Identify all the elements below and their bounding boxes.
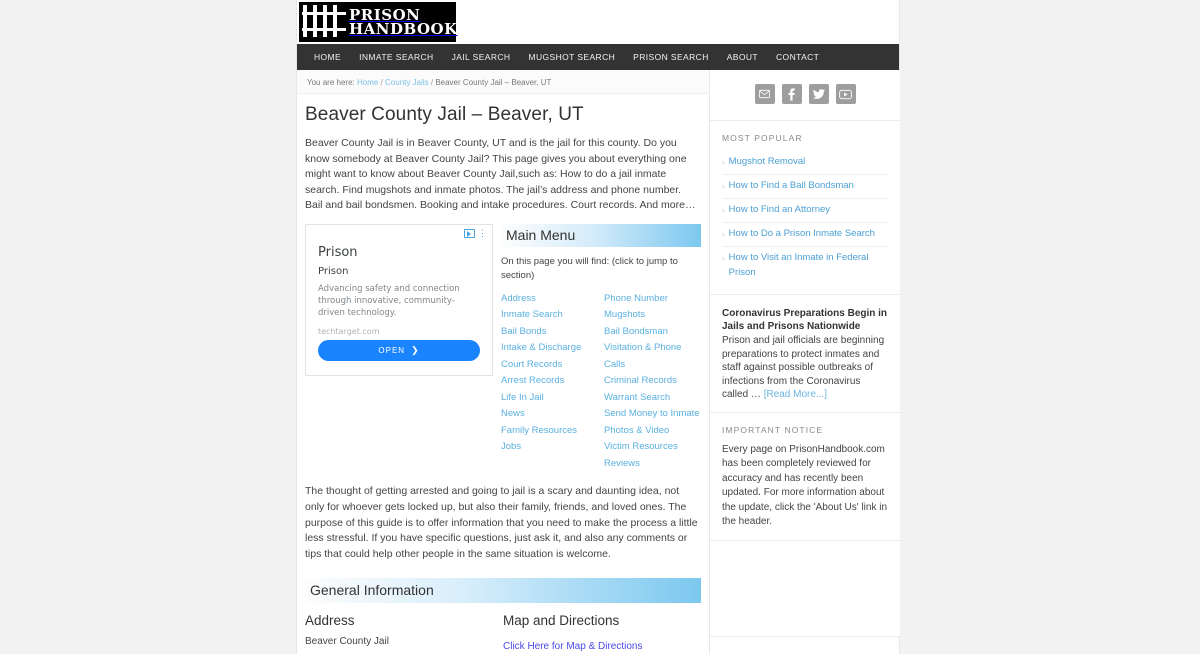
news-excerpt bbox=[722, 334, 888, 402]
general-information-heading: General Information bbox=[305, 578, 701, 603]
general-information-row bbox=[305, 613, 701, 654]
nav-item-prison-search[interactable]: PRISON SEARCH bbox=[633, 52, 709, 62]
breadcrumb-prefix: You are here: bbox=[307, 78, 355, 87]
most-popular-link-prison-inmate-search[interactable]: How to Do a Prison Inmate Search bbox=[728, 228, 875, 239]
list-item[interactable] bbox=[722, 175, 888, 199]
closing-paragraph: The thought of getting arrested and going to jail is a scary and daunting idea, not only for whoever gets locked up, but also their family, friends, and loved ones. The purpose of this guide is to offer information that you need to make the process a little less stressful. If you have specific questions, just ask it, and also any comments or tips that could help other people in the same situation is welcome. bbox=[305, 485, 698, 560]
ad-controls bbox=[464, 229, 487, 238]
nav-item-contact[interactable]: CONTACT bbox=[776, 52, 820, 62]
nav-item-jail-search[interactable]: JAIL SEARCH bbox=[451, 52, 511, 62]
most-popular-link-find-bail-bondsman[interactable]: How to Find a Bail Bondsman bbox=[728, 180, 854, 191]
main-navigation bbox=[297, 44, 899, 70]
sidebar bbox=[710, 70, 900, 637]
map-heading: Map and Directions bbox=[503, 613, 620, 629]
menu-link-intake-discharge[interactable]: Intake & Discharge bbox=[501, 342, 582, 354]
chevron-right-icon: › bbox=[722, 254, 725, 263]
menu-link-address[interactable]: Address bbox=[501, 292, 536, 304]
menu-link-jobs[interactable]: Jobs bbox=[501, 441, 522, 453]
site-header bbox=[297, 0, 899, 44]
nav-item-about[interactable]: ABOUT bbox=[726, 52, 759, 62]
chevron-right-icon: › bbox=[722, 158, 725, 167]
chevron-right-icon: › bbox=[722, 206, 725, 215]
breadcrumb-link-county-jails[interactable]: County Jails bbox=[385, 78, 429, 87]
chevron-right-icon: ❯ bbox=[411, 344, 420, 355]
menu-link-photos-video[interactable]: Photos & Video bbox=[604, 424, 670, 436]
address-heading: Address bbox=[305, 613, 355, 629]
page-title: Beaver County Jail – Beaver, UT bbox=[305, 104, 584, 125]
widget-important-notice bbox=[710, 413, 900, 541]
site-logo[interactable] bbox=[299, 2, 456, 42]
menu-link-criminal-records[interactable]: Criminal Records bbox=[604, 375, 677, 387]
map-column bbox=[503, 613, 701, 654]
menu-link-arrest-records[interactable]: Arrest Records bbox=[501, 375, 565, 387]
main-menu-note: On this page you will find: (click to jump to section) bbox=[501, 255, 678, 281]
main-menu-heading: Main Menu bbox=[501, 224, 701, 247]
facebook-icon[interactable] bbox=[782, 84, 802, 104]
news-read-more-link[interactable]: [Read More...] bbox=[763, 389, 828, 400]
menu-link-inmate-search[interactable]: Inmate Search bbox=[501, 309, 563, 321]
address-column bbox=[305, 613, 503, 654]
ad-and-menu-row bbox=[305, 224, 701, 473]
nav-item-inmate-search[interactable]: INMATE SEARCH bbox=[359, 52, 434, 62]
breadcrumb-separator-1: / bbox=[380, 78, 383, 87]
list-item[interactable] bbox=[722, 247, 888, 284]
ad-open-label: OPEN bbox=[378, 345, 406, 355]
site-container bbox=[296, 0, 900, 654]
menu-link-family-resources[interactable]: Family Resources bbox=[501, 424, 578, 436]
menu-link-court-records[interactable]: Court Records bbox=[501, 358, 563, 370]
chevron-right-icon: › bbox=[722, 230, 725, 239]
address-value: Beaver County Jail bbox=[305, 636, 389, 648]
main-menu-links bbox=[501, 291, 701, 473]
youtube-icon[interactable] bbox=[836, 84, 856, 104]
logo-wordmark bbox=[347, 8, 458, 36]
menu-link-reviews[interactable]: Reviews bbox=[604, 457, 640, 469]
main-content bbox=[297, 70, 710, 654]
news-headline[interactable]: Coronavirus Preparations Begin in Jails and Prisons Nationwide bbox=[722, 308, 888, 332]
main-menu-column-right bbox=[604, 291, 701, 473]
most-popular-link-find-attorney[interactable]: How to Find an Attorney bbox=[728, 204, 831, 215]
nav-item-mugshot-search[interactable]: MUGSHOT SEARCH bbox=[528, 52, 616, 62]
ad-subheadline: Prison bbox=[318, 265, 349, 277]
most-popular-list bbox=[722, 151, 888, 284]
intro-paragraph: Beaver County Jail is in Beaver County, UT and is the jail for this county. Do you know somebody at Beaver County Jail? This page gives you about everything one might want to know about Beaver County Jail,such as: How to do a jail inmate search. Find mugshots and inmate photos. The jail’s address and phone number. Bail and bail bondsmen. Booking and intake procedures. Court records. And more… bbox=[305, 137, 696, 212]
three-dot-menu-icon[interactable]: ⋮ bbox=[478, 228, 487, 239]
important-notice-title: IMPORTANT NOTICE bbox=[722, 424, 824, 435]
breadcrumb bbox=[297, 70, 709, 94]
main-menu-column-left bbox=[501, 291, 598, 473]
main-menu-block bbox=[501, 224, 701, 473]
menu-link-bail-bonds[interactable]: Bail Bonds bbox=[501, 325, 547, 337]
logo-line-1: PRISON bbox=[349, 6, 421, 24]
menu-link-mugshots[interactable]: Mugshots bbox=[604, 309, 646, 321]
breadcrumb-current: Beaver County Jail – Beaver, UT bbox=[435, 78, 552, 87]
breadcrumb-link-home[interactable]: Home bbox=[356, 78, 379, 87]
menu-link-news[interactable]: News bbox=[501, 408, 525, 420]
most-popular-title: MOST POPULAR bbox=[722, 133, 803, 143]
breadcrumb-separator-2: / bbox=[430, 78, 434, 87]
menu-link-phone-number[interactable]: Phone Number bbox=[604, 292, 668, 304]
chevron-right-icon: › bbox=[722, 182, 725, 191]
adchoices-icon[interactable] bbox=[464, 229, 475, 238]
widget-news bbox=[710, 295, 900, 413]
advertisement-block[interactable] bbox=[305, 224, 493, 376]
content-columns bbox=[297, 70, 899, 654]
social-links bbox=[710, 70, 900, 121]
email-icon[interactable] bbox=[755, 84, 775, 104]
menu-link-warrant-search[interactable]: Warrant Search bbox=[604, 391, 671, 403]
menu-link-send-money-to-inmate[interactable]: Send Money to Inmate bbox=[604, 408, 700, 420]
twitter-icon[interactable] bbox=[809, 84, 829, 104]
ad-display-url: techtarget.com bbox=[318, 326, 380, 336]
ad-headline: Prison bbox=[318, 244, 358, 260]
widget-placeholder bbox=[710, 541, 900, 637]
menu-link-victim-resources[interactable]: Victim Resources bbox=[604, 441, 678, 453]
important-notice-body: Every page on PrisonHandbook.com has been completely reviewed for accuracy and has recently been updated. For more information about the update, click the 'About Us' link in the header. bbox=[722, 443, 888, 527]
widget-most-popular bbox=[710, 121, 900, 295]
menu-link-bail-bondsman[interactable]: Bail Bondsman bbox=[604, 325, 668, 337]
logo-line-2: HANDBOOK bbox=[349, 20, 458, 38]
ad-open-button[interactable] bbox=[318, 340, 480, 361]
list-item[interactable] bbox=[722, 223, 888, 247]
map-directions-link[interactable]: Click Here for Map & Directions bbox=[503, 641, 643, 653]
most-popular-link-mugshot-removal[interactable]: Mugshot Removal bbox=[728, 156, 806, 167]
list-item[interactable] bbox=[722, 199, 888, 223]
menu-link-visitation-phone-calls[interactable]: Visitation & Phone Calls bbox=[604, 342, 682, 370]
most-popular-link-visit-inmate-federal-prison[interactable]: How to Visit an Inmate in Federal Prison bbox=[728, 252, 869, 278]
ad-body-text: Advancing safety and connection through innovative, community-driven technology. bbox=[318, 283, 460, 318]
news-excerpt-text: Prison and jail officials are beginning preparations to protect inmates and staff against possible outbreaks of infections from the Coronavirus called … bbox=[722, 335, 885, 400]
prison-bars-icon bbox=[299, 2, 347, 42]
list-item[interactable] bbox=[722, 151, 888, 175]
menu-link-life-in-jail[interactable]: Life In Jail bbox=[501, 391, 544, 403]
nav-item-home[interactable]: HOME bbox=[314, 52, 342, 62]
